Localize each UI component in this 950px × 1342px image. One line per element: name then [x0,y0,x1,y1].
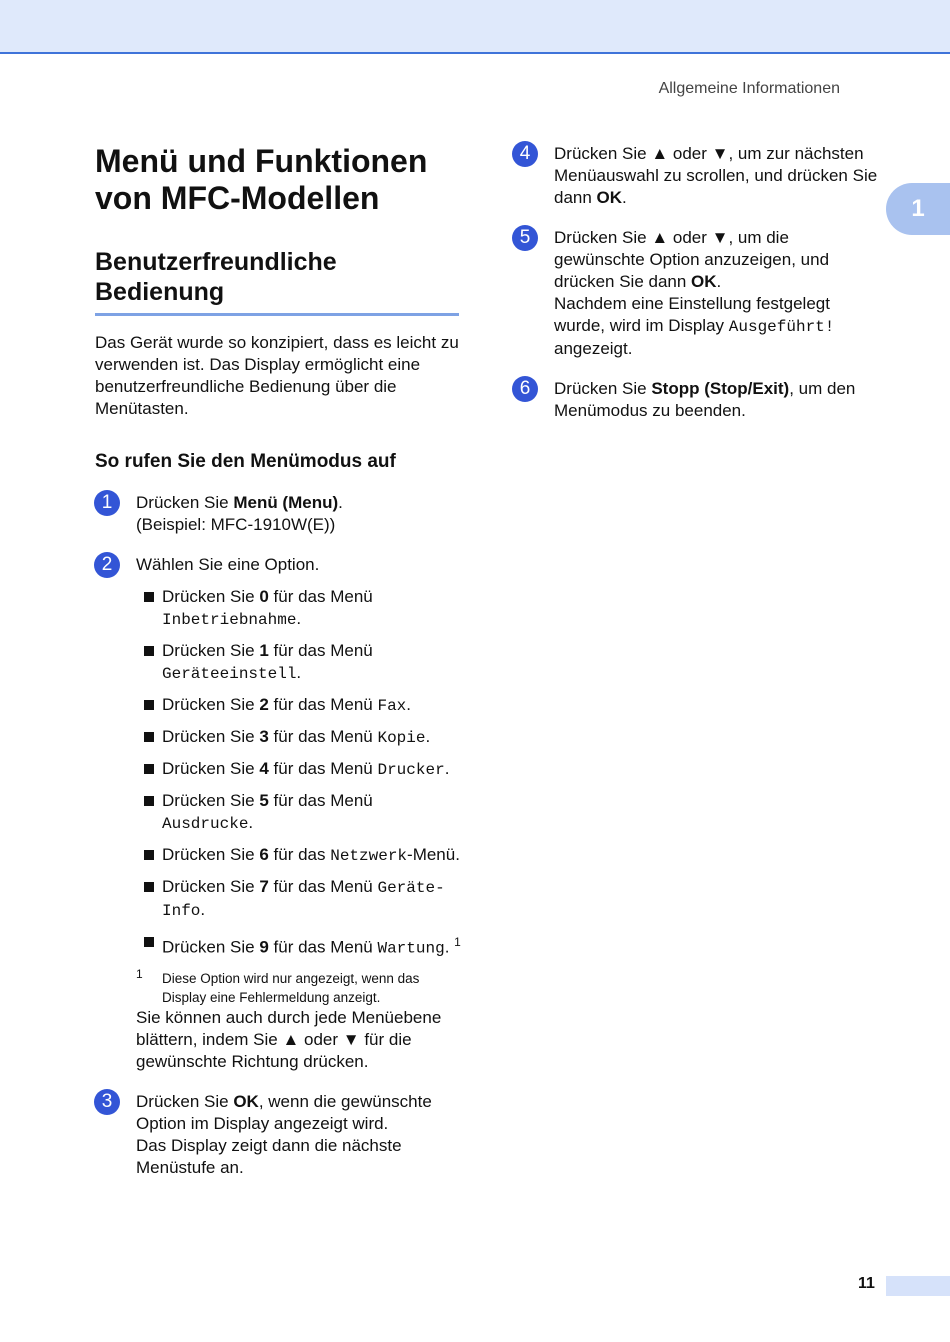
list-item: Drücken Sie 3 für das Menü Kopie. [136,726,465,749]
bullet-square-icon [144,937,154,947]
intro-paragraph: Das Gerät wurde so konzipiert, dass es leicht zu verwenden ist. Das Display ermöglicht eine benutzerfreundliche Bedienung über die Menütasten. [95,333,459,418]
right-column [513,143,883,422]
step-2: 2 Wählen Sie eine Option. Drücken Sie 0 für das Menü Inbetriebnahme. Drücken Sie 1 für das Menü Geräteeinstell. Drücken Sie 2 für das Menü Fax. Drücken Sie 3 für das Menü Kopie. Drücken Sie 4 für das Menü Drucker. Drücken Sie 5 für das Menü Ausdrucke. Drücken Sie 6 für das Netzwerk-Menü. Drücken Sie 7 für das Menü Geräte-Info. Drücken Sie 9 für das Menü Wartung. $^1$ 1 Diese Option wird nur angezeigt, wenn das Display eine Fehlermeldung anzeigt. Sie können auch durch jede Menüebene blättern, indem Sie ▲ oder ▼ für die gewünschte Richtung drücken. [95,554,465,1073]
scroll-hint: Sie können auch durch jede Menüebene blättern, indem Sie ▲ oder ▼ für die gewünschte Richtung drücken. [136,1007,442,1071]
step-number: 2 [94,552,120,578]
step-note: (Beispiel: MFC-1910W(E)) [136,515,336,534]
section-title: Benutzerfreundliche Bedienung [95,247,459,316]
bullet-square-icon [144,732,154,742]
list-item: Drücken Sie 9 für das Menü Wartung. $^1$ [136,931,465,960]
page-number: 11 [858,1275,875,1292]
menu-key: Menü (Menu) [233,493,339,512]
top-band [0,0,950,54]
bullet-square-icon [144,700,154,710]
list-item: Drücken Sie 6 für das Netzwerk-Menü. [136,844,465,867]
step-number: 3 [94,1089,120,1115]
step-number: 4 [512,141,538,167]
running-header: Allgemeine Informationen [658,80,840,97]
chapter-tab: 1 [886,183,950,235]
bullet-square-icon [144,796,154,806]
list-item: Drücken Sie 4 für das Menü Drucker. [136,758,465,781]
subsection-title: So rufen Sie den Menümodus auf [95,451,396,472]
list-item: Drücken Sie 2 für das Menü Fax. [136,694,465,717]
list-item: Drücken Sie 5 für das Menü Ausdrucke. [136,790,465,835]
step-1: 1 Drücken Sie Menü (Menu). (Beispiel: MFC-1910W(E)) [95,492,465,536]
page-title: Menü und Funktionen von MFC-Modellen [95,143,428,216]
display-message: Ausgeführt! [728,318,835,336]
step-4: 4 Drücken Sie ▲ oder ▼, um zur nächsten Menüauswahl zu scrollen, und drücken Sie dann OK. [513,143,883,209]
bullet-square-icon [144,882,154,892]
list-item: Drücken Sie 7 für das Menü Geräte-Info. [136,876,465,922]
step-5: 5 Drücken Sie ▲ oder ▼, um die gewünschte Option anzuzeigen, und drücken Sie dann OK. Nachdem eine Einstellung festgelegt wurde, wird im Display Ausgeführt! angezeigt. [513,227,883,360]
step-3: 3 Drücken Sie OK, wenn die gewünschte Option im Display angezeigt wird. Das Display zeigt dann die nächste Menüstufe an. [95,1091,465,1179]
step-number: 1 [94,490,120,516]
footnote: 1 Diese Option wird nur angezeigt, wenn das Display eine Fehlermeldung anzeigt. [136,966,420,1005]
step-number: 5 [512,225,538,251]
bullet-square-icon [144,764,154,774]
bullet-square-icon [144,646,154,656]
step-number: 6 [512,376,538,402]
bullet-square-icon [144,850,154,860]
list-item: Drücken Sie 0 für das Menü Inbetriebnahme. [136,586,465,631]
footnote-ref: 1 [454,935,461,949]
list-item: Drücken Sie 1 für das Menü Geräteeinstell. [136,640,465,685]
footer-band [886,1276,950,1296]
bullet-square-icon [144,592,154,602]
left-column [95,143,465,1179]
option-list [136,586,465,960]
step-6: 6 Drücken Sie Stopp (Stop/Exit), um den Menümodus zu beenden. [513,378,883,422]
